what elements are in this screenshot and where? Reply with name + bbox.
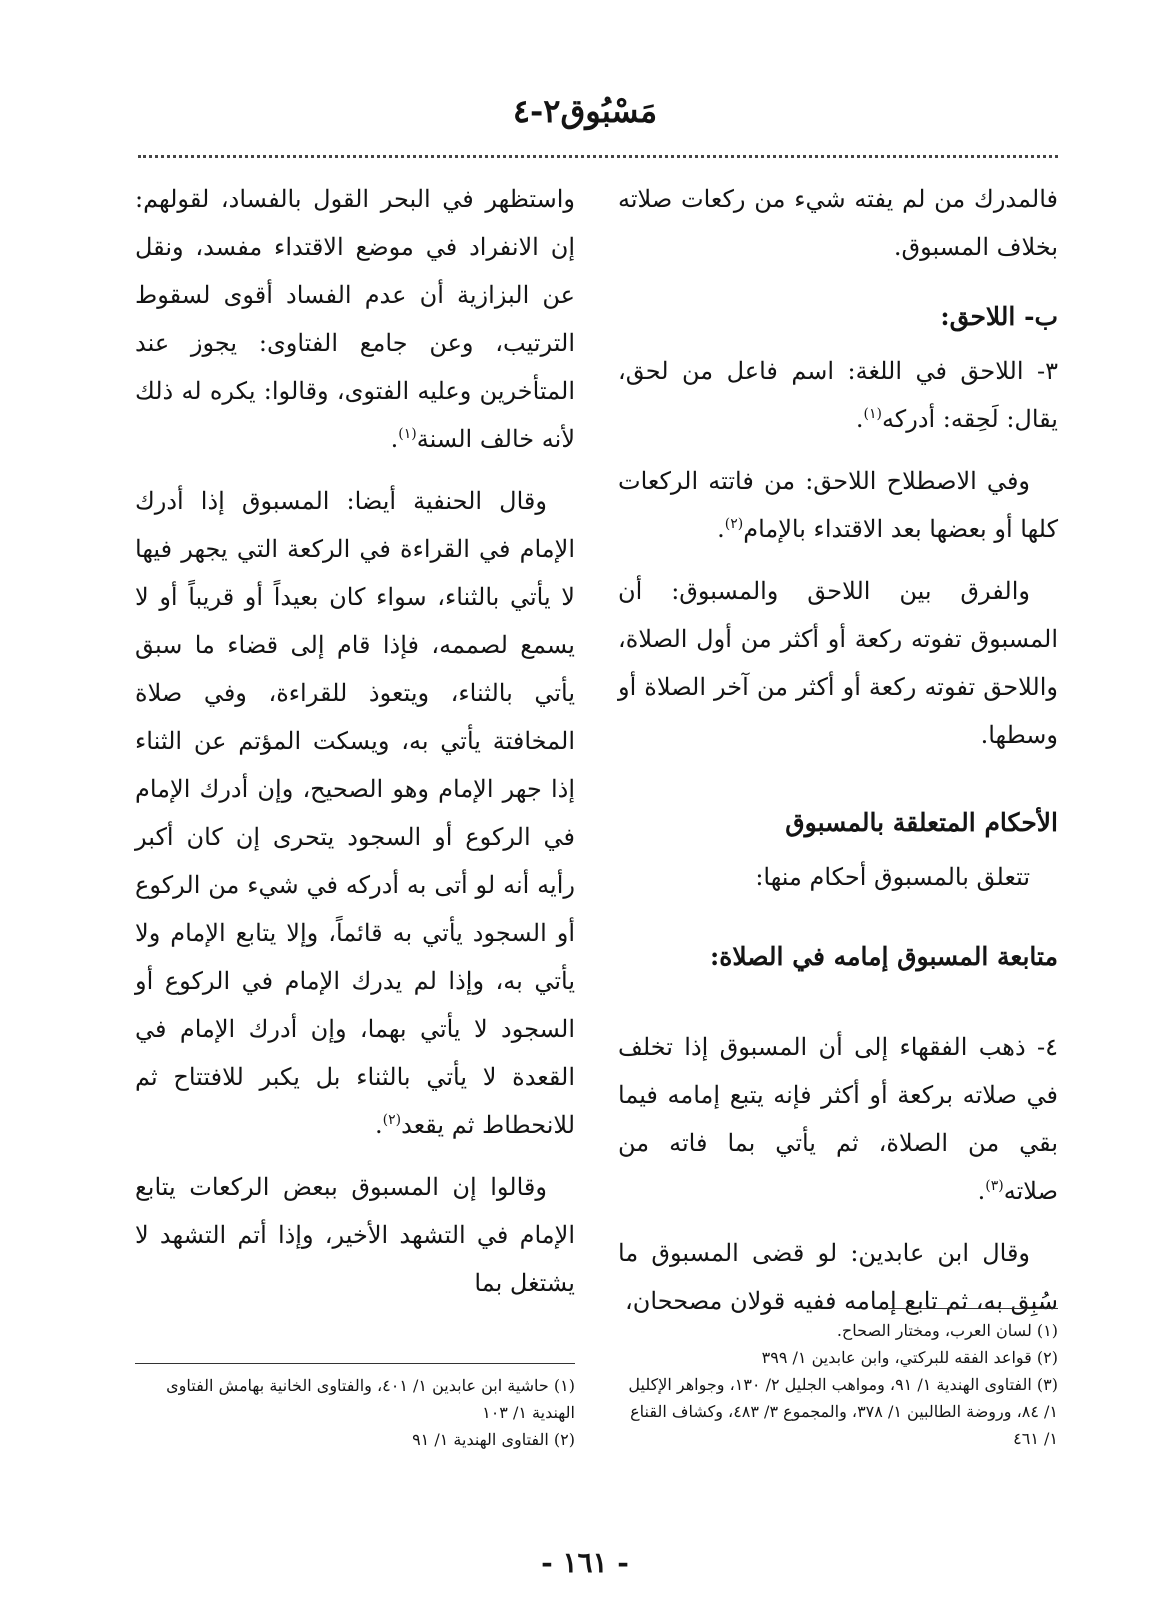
paragraph-definition-istilah: وفي الاصطلاح اللاحق: من فاتته الركعات كلها أو بعضها بعد الاقتداء بالإمام$^{(٢)}$. [618,467,1058,543]
footnote-ref[interactable]: (١) [398,426,417,442]
paragraph-hanafiyya: وقال الحنفية أيضا: المسبوق إذا أدرك الإمام في القراءة في الركعة التي يجهر فيها لا يأتي بالثناء، سواء كان بعيداً أو قريباً أو لا يسمع لصممه، فإذا قام إلى قضاء ما سبق يأتي بالثناء، ويتعوذ للقراءة، وفي صلاة المخافتة يأتي به، ويسكت المؤتم عن الثناء إذا جهر الإمام وهو الصحيح، وإن أدرك الإمام في الركوع أو السجود يتحرى إن كان أكبر رأيه أنه لو أتى به أدركه في شيء من الركوع أو السجود يأتي به قائماً، وإلا يتابع الإمام ولا يأتي به، وإذا لم يدرك الإمام في الركوع أو السجود لا يأتي بهما، وإن أدرك الإمام في القعدة لا يأتي بالثناء بل يكبر للافتتاح ثم للانحطاط ثم يقعد$^{(٢)}$. [135,487,575,1139]
footnote-ref[interactable]: (٢) [724,516,744,532]
left-column [135,175,575,1321]
paragraph-difference: والفرق بين اللاحق والمسبوق: أن المسبوق تفوته ركعة أو أكثر من أول الصلاة، واللاحق تفوته ركعة أو أكثر من آخر الصلاة أو وسطها. [618,577,1058,749]
paragraph-tashahhud: وقالوا إن المسبوق ببعض الركعات يتابع الإمام في التشهد الأخير، وإذا أتم التشهد لا يشتغل بما [135,1173,575,1297]
section-heading-ahkam: الأحكام المتعلقة بالمسبوق [785,808,1058,837]
footnote-divider [135,1363,575,1364]
page-header-title: مَسْبُوق٢-٤ [512,92,658,130]
footnote-ref[interactable]: (١) [863,406,882,422]
footnote: (١) حاشية ابن عابدين ١/ ٤٠١، والفتاوى الخانية بهامش الفتاوى الهندية ١/ ١٠٣ [166,1376,575,1422]
footnotes-left [135,1363,575,1453]
section-heading-lahiq: ب- اللاحق: [940,302,1058,331]
footnote: (٢) قواعد الفقه للبركتي، وابن عابدين ١/ ٣٩٩ [761,1348,1058,1367]
footnote-ref[interactable]: (٣) [985,1178,1004,1194]
paragraph-definition-lugha: ٣- اللاحق في اللغة: اسم فاعل من لحق، يقال: لَحِقه: أدركه$^{(١)}$. [618,357,1058,433]
paragraph: فالمدرك من لم يفته شيء من ركعات صلاته بخلاف المسبوق. [618,185,1058,261]
paragraph-ibn-abidin: وقال ابن عابدين: لو قضى المسبوق ما سُبِق به، ثم تابع إمامه ففيه قولان مصححان، [618,1239,1058,1315]
footnote: (٢) الفتاوى الهندية ١/ ٩١ [412,1430,575,1449]
header-dotted-divider [138,155,1058,158]
paragraph-fuqaha: ٤- ذهب الفقهاء إلى أن المسبوق إذا تخلف في صلاته بركعة أو أكثر فإنه يتبع إمامه فيما بقي من الصلاة، ثم يأتي بما فاته من صلاته$^{(٣)}$. [618,1033,1058,1205]
footnote-ref[interactable]: (٢) [382,1112,402,1128]
page-number: - ١٦١ - [541,1546,629,1579]
paragraph-intro-ahkam: تتعلق بالمسبوق أحكام منها: [755,863,1030,891]
paragraph-bahr: واستظهر في البحر القول بالفساد، لقولهم: إن الانفراد في موضع الاقتداء مفسد، ونقل عن البزازية أن عدم الفساد أقوى لسقوط الترتيب، وعن جامع الفتاوى: يجوز عند المتأخرين وعليه الفتوى، وقالوا: يكره له ذلك لأنه خالف السنة$^{(١)}$. [135,185,575,453]
subheading-mutaba: متابعة المسبوق إمامه في الصلاة: [710,942,1058,971]
footnote: (١) لسان العرب، ومختار الصحاح. [836,1321,1058,1340]
footnote: (٣) الفتاوى الهندية ١/ ٩١، ومواهب الجليل ٢/ ١٣٠، وجواهر الإكليل ١/ ٨٤، وروضة الطالبين ١/ ٣٧٨، والمجموع ٣/ ٤٨٣، وكشاف القناع ١/ ٤٦١ [628,1375,1058,1448]
footnotes-right [618,1308,1058,1452]
right-column [618,175,1058,1339]
footnote-divider [888,1308,1058,1309]
